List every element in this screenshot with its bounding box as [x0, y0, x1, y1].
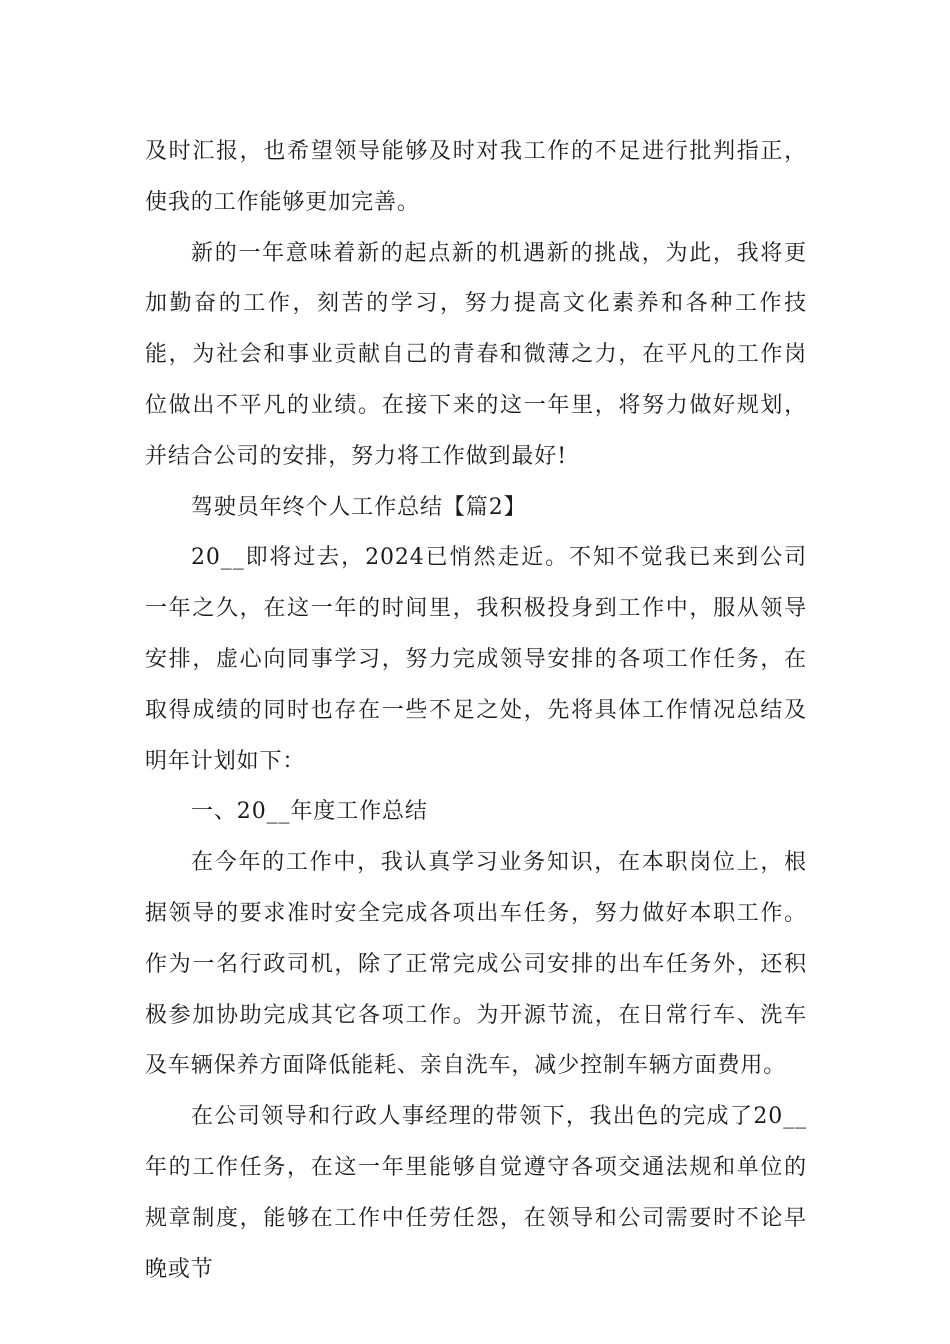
paragraph-intro: 20__即将过去，2024已悄然走近。不知不觉我已来到公司一年之久，在这一年的时间里，我积极投身到工作中，服从领导安排，虚心向同事学习，努力完成领导安排的各项工作任务，在取得成绩的同时也存在一些不足之处，先将具体工作情况总结及明年计划如下： [145, 545, 807, 774]
paragraph-1: 及时汇报，也希望领导能够及时对我工作的不足进行批判指正，使我的工作能够更加完善。 [145, 139, 807, 215]
subsection-heading-annual-summary: 一、20__年度工作总结 [191, 799, 428, 825]
paragraph-2: 新的一年意味着新的起点新的机遇新的挑战，为此，我将更加勤奋的工作，刻苦的学习，努力提高文化素养和各种工作技能，为社会和事业贡献自己的青春和微薄之力，在平凡的工作岗位做出不平凡的业绩。在接下来的这一年里，将努力做好规划，并结合公司的安排，努力将工作做到最好! [145, 240, 807, 469]
document-body [145, 127, 807, 1295]
section-heading-part-2: 驾驶员年终个人工作总结【篇2】 [191, 494, 527, 520]
paragraph-work-details: 在今年的工作中，我认真学习业务知识，在本职岗位上，根据领导的要求准时安全完成各项出车任务，努力做好本职工作。作为一名行政司机，除了正常完成公司安排的出车任务外，还积极参加协助完成其它各项工作。为开源节流，在日常行车、洗车及车辆保养方面降低能耗、亲自洗车，减少控制车辆方面费用。 [145, 850, 807, 1079]
paragraph-achievements: 在公司领导和行政人事经理的带领下，我出色的完成了20__年的工作任务，在这一年里能够自觉遵守各项交通法规和单位的规章制度，能够在工作中任劳任怨，在领导和公司需要时不论早晚或节 [145, 1104, 807, 1282]
